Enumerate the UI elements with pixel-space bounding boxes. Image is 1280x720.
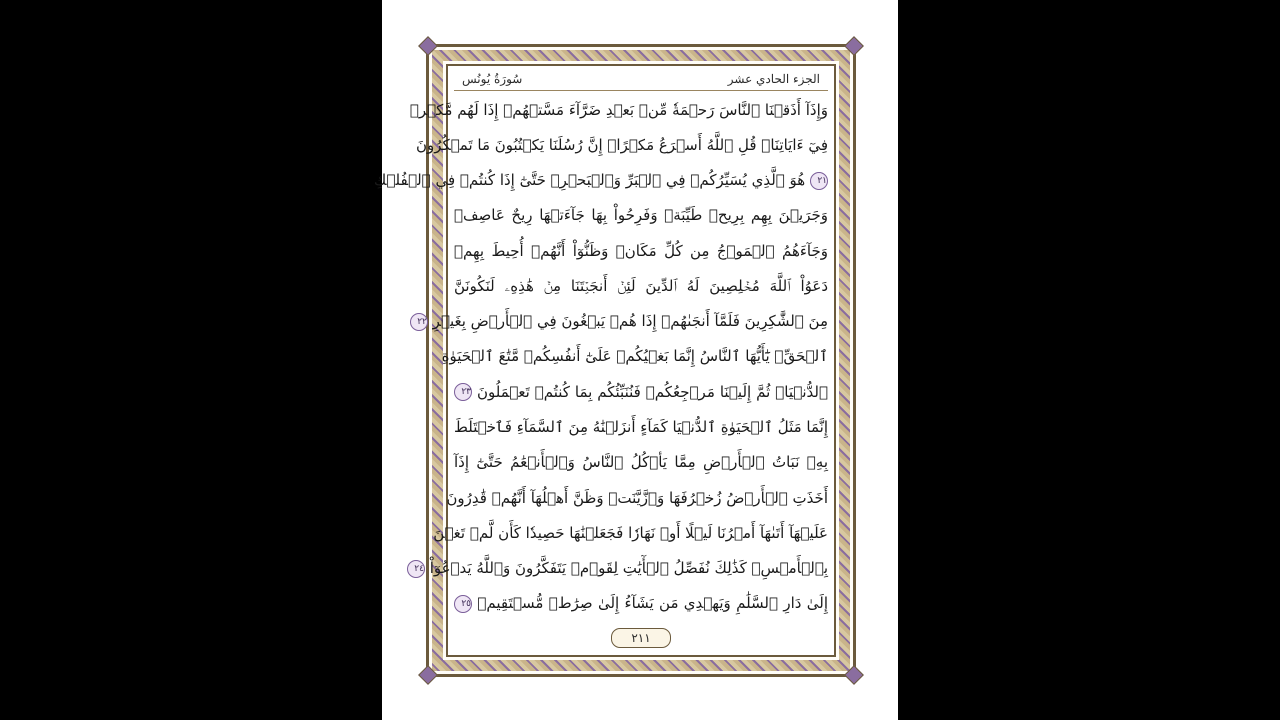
verse-line: عَلَيۡهَآ أَتَىٰهَآ أَمۡرُنَا لَيۡلًا أَوۡ نَهَارٗا فَجَعَلۡنَٰهَا حَصِيدٗا كَأَن لَّمۡ تَغۡنَ: [433, 523, 828, 542]
page-number: ٢١١: [611, 628, 671, 648]
mushaf-page: [373, 0, 898, 720]
verse-line: بِهِۦ نَبَاتُ ٱلۡأَرۡضِ مِمَّا يَأۡكُلُ ٱلنَّاسُ وَٱلۡأَنۡعَٰمُ حَتَّىٰٓ إِذَآ: [454, 453, 828, 472]
verse-line: إِنَّمَا مَثَلُ ٱلۡحَيَوٰةِ ٱلدُّنۡيَا كَمَآءٍ أَنزَلۡنَٰهُ مِنَ ٱلسَّمَآءِ فَٱخۡتَلَطَ: [454, 418, 828, 437]
verse-line: دَعَوُاْ ٱللَّهَ مُخۡلِصِينَ لَهُ ٱلدِّينَ لَئِنۡ أَنجَيۡتَنَا مِنۡ هَٰذِهِۦ لَنَكُونَنَّ: [454, 276, 828, 295]
verse-line: ٢١ هُوَ ٱلَّذِي يُسَيِّرُكُمۡ فِي ٱلۡبَرِّ وَٱلۡبَحۡرِۖ حَتَّىٰٓ إِذَا كُنتُمۡ فِي ٱلۡفُلۡكِ: [373, 171, 827, 190]
page-footer: [448, 627, 834, 649]
ornamental-frame: [373, 44, 856, 677]
surah-label: سُورَةُ يُونُس: [462, 72, 523, 86]
ayah-number-marker: ٢٤: [407, 560, 425, 578]
ayah-number-marker: ٢٢: [410, 313, 428, 331]
page-header: [454, 68, 828, 91]
verse-line: ٱلدُّنۡيَاۖ ثُمَّ إِلَيۡنَا مَرۡجِعُكُمۡ فَنُنَبِّئُكُم بِمَا كُنتُمۡ تَعۡمَلُونَ ٢٣: [454, 382, 828, 402]
verse-line: مِنَ ٱلشَّٰكِرِينَ فَلَمَّآ أَنجَىٰهُمۡ إِذَا هُمۡ يَبۡغُونَ فِي ٱلۡأَرۡضِ بِغَيۡرِ ٢٢: [454, 311, 828, 331]
ayah-number-marker: ٢٣: [454, 383, 472, 401]
verse-line: ٱلۡحَقِّۗ يَٰٓأَيُّهَا ٱلنَّاسُ إِنَّمَا بَغۡيُكُمۡ عَلَىٰٓ أَنفُسِكُمۖ مَّتَٰعَ ٱلۡحَيَوٰةِ: [441, 347, 828, 366]
verse-line: إِلَىٰ دَارِ ٱلسَّلَٰمِ وَيَهۡدِي مَن يَشَآءُ إِلَىٰ صِرَٰطٖ مُّسۡتَقِيمٖ ٢٥: [454, 593, 828, 613]
verse-lines: [373, 92, 828, 621]
verse-line: وَإِذَآ أَذَقۡنَا ٱلنَّاسَ رَحۡمَةٗ مِّنۢ بَعۡدِ ضَرَّآءَ مَسَّتۡهُمۡ إِذَا لَهُم مَّكۡرٞ: [409, 100, 828, 119]
verse-line: فِيٓ ءَايَاتِنَاۚ قُلِ ٱللَّهُ أَسۡرَعُ مَكۡرًاۚ إِنَّ رُسُلَنَا يَكۡتُبُونَ مَا تَمۡكُرُونَ: [415, 135, 828, 154]
text-panel: [373, 64, 836, 657]
verse-line: وَجَآءَهُمُ ٱلۡمَوۡجُ مِن كُلِّ مَكَانٖ وَظَنُّوٓاْ أَنَّهُمۡ أُحِيطَ بِهِمۡ: [454, 241, 828, 260]
verse-line: أَخَذَتِ ٱلۡأَرۡضُ زُخۡرُفَهَا وَٱزَّيَّنَتۡ وَظَنَّ أَهۡلُهَآ أَنَّهُمۡ قَٰدِرُونَ: [446, 488, 828, 507]
ayah-number-marker: ٢٥: [454, 595, 472, 613]
juz-label: الجزء الحادي عشر: [727, 72, 820, 86]
verse-line: وَجَرَيۡنَ بِهِم بِرِيحٖ طَيِّبَةٖ وَفَرِحُواْ بِهَا جَآءَتۡهَا رِيحٌ عَاصِفٞ: [454, 206, 828, 225]
ayah-number-marker: ٢١: [810, 172, 828, 190]
verse-line: بِٱلۡأَمۡسِۚ كَذَٰلِكَ نُفَصِّلُ ٱلۡأٓيَٰتِ لِقَوۡمٖ يَتَفَكَّرُونَ وَٱللَّهُ يَدۡعُوٓاْ ٢٤: [454, 558, 828, 578]
